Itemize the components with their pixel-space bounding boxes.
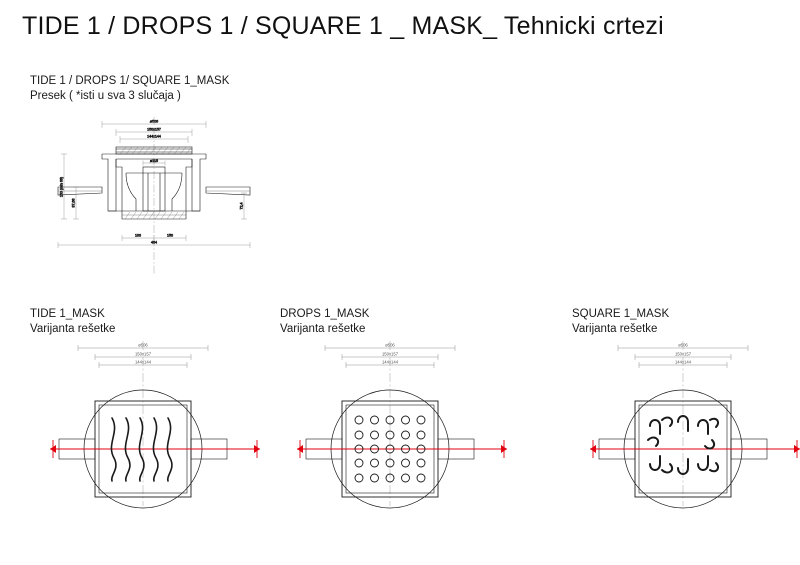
v2-dim-d2: 150x157 (381, 351, 399, 357)
variant-1-heading: TIDE 1_MASK (30, 308, 105, 320)
dim-d2: 150x157 (147, 127, 161, 132)
v3-dim-d2: 150x157 (674, 351, 692, 357)
variant-2-label (280, 307, 369, 337)
variant-1-subheading: Varijanta rešetke (30, 323, 116, 335)
dim-left2: 87,66 (71, 198, 76, 208)
variant-3-drawing (590, 336, 800, 521)
section-label (30, 74, 229, 104)
section-drawing (30, 115, 290, 285)
dim-left1: 150 (min 66) (59, 176, 64, 198)
variant-3-heading: SQUARE 1_MASK (572, 308, 670, 320)
dim-bottom1: 404 (151, 240, 157, 245)
v1-dim-d1: ø506 (138, 342, 148, 348)
section-heading: TIDE 1 / DROPS 1/ SQUARE 1_MASK (30, 75, 230, 87)
v1-dim-d3: 144x144 (134, 359, 152, 365)
v3-dim-d3: 144x144 (674, 359, 692, 365)
variant-2-heading: DROPS 1_MASK (280, 308, 370, 320)
variant-1-label (30, 307, 115, 337)
dim-bottom2: 100 (135, 233, 141, 238)
dim-d3: 144x144 (147, 134, 161, 139)
v2-dim-d3: 144x144 (381, 359, 399, 365)
section-subheading: Presek ( *isti u sva 3 slučaja ) (30, 90, 181, 102)
page-title: TIDE 1 / DROPS 1 / SQUARE 1 _ MASK_ Tehnicki crtezi (22, 12, 664, 40)
dim-d4: ø115 (150, 159, 158, 163)
pattern-waves (111, 418, 172, 481)
v2-dim-d1: ø506 (385, 342, 395, 348)
v3-dim-d1: ø506 (678, 342, 688, 348)
dim-right1: 72,4 (239, 202, 244, 210)
dim-bottom3: 150 (167, 233, 173, 238)
variant-3-label (572, 307, 669, 337)
variant-3-subheading: Varijanta rešetke (572, 323, 658, 335)
variant-1-drawing (50, 336, 280, 521)
variant-2-subheading: Varijanta rešetke (280, 323, 366, 335)
dim-d1: ø506 (149, 119, 159, 124)
variant-2-drawing (297, 336, 527, 521)
v1-dim-d2: 150x157 (134, 351, 152, 357)
